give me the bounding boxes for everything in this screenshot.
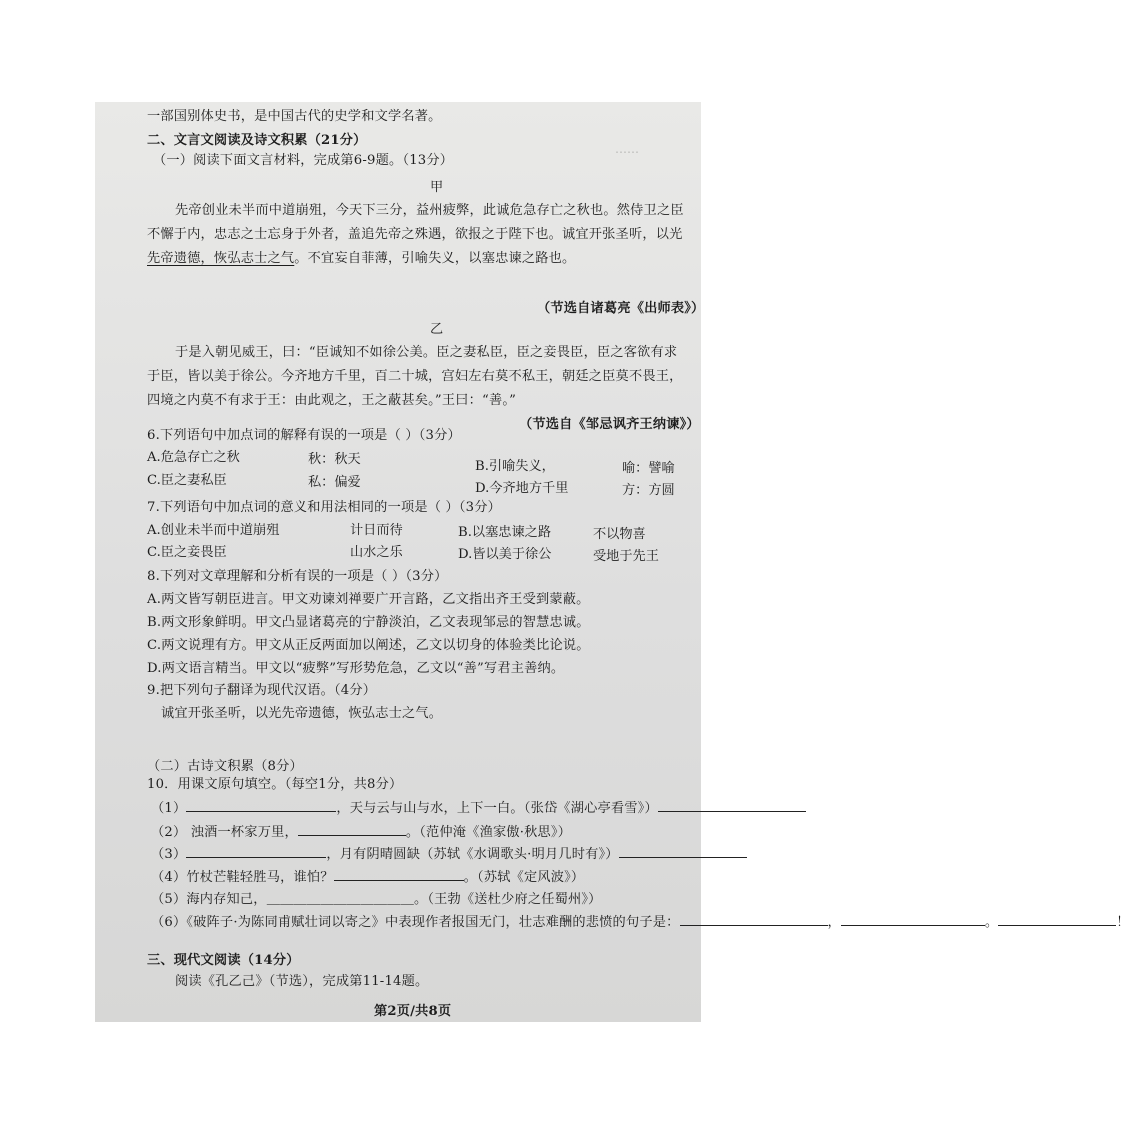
- answer-blank[interactable]: [298, 823, 406, 836]
- q6-option-d-meaning: 方：方圆: [622, 483, 675, 498]
- answer-blank[interactable]: [841, 913, 985, 926]
- q6-option-c-meaning: 私：偏爱: [308, 475, 361, 490]
- answer-blank[interactable]: [998, 913, 1116, 926]
- part-2-heading: （二）古诗文积累（8分）: [147, 759, 303, 774]
- q6-option-c: C.臣之妻私臣: [147, 473, 227, 488]
- q8-option-a: A.两文皆写朝臣进言。甲文劝谏刘禅要广开言路，乙文指出齐王受到蒙蔽。: [147, 592, 590, 607]
- passage-b-line-1: 于是入朝见威王，曰：“臣诚知不如徐公美。臣之妻私臣，臣之妾畏臣，臣之客欲有求: [175, 345, 678, 360]
- answer-blank[interactable]: [658, 799, 806, 812]
- answer-blank[interactable]: [680, 913, 828, 926]
- answer-blank[interactable]: [334, 868, 464, 881]
- passage-b-source: （节选自《邹忌讽齐王纳谏》）: [519, 417, 700, 432]
- q7-option-b-compare: 不以物喜: [593, 527, 646, 542]
- exam-page: [95, 102, 1130, 1022]
- q8-option-b: B.两文形象鲜明。甲文凸显诸葛亮的宁静淡泊，乙文表现邹忌的智慧忠诚。: [147, 615, 590, 630]
- passage-a-source: （节选自诸葛亮《出师表》）: [537, 301, 705, 316]
- passage-a-label: 甲: [430, 180, 444, 195]
- passage-a-line-1: 先帝创业未半而中道崩殂，今天下三分，益州疲弊，此诚危急存亡之秋也。然侍卫之臣: [175, 203, 684, 218]
- answer-blank[interactable]: [186, 799, 336, 812]
- section-2-heading: 二、文言文阅读及诗文积累（21分）: [147, 133, 367, 148]
- q6-option-a-meaning: 秋：秋天: [308, 452, 361, 467]
- q6-option-b: B.引喻失义，: [475, 459, 555, 474]
- bleed-through-text: ……: [615, 142, 639, 156]
- question-10: 10．用课文原句填空。（每空1分，共8分）: [147, 777, 403, 792]
- passage-b-line-2: 于臣，皆以美于徐公。今齐地方千里，百二十城，宫妇左右莫不私王，朝廷之臣莫不畏王，: [147, 369, 683, 384]
- q10-item-6: （6）《破阵子·为陈同甫赋壮词以寄之》中表现作者报国无门，壮志难酬的悲愤的句子是： ， 。 ！: [151, 915, 1130, 930]
- section-3-instruction: 阅读《孔乙己》（节选），完成第11-14题。: [175, 974, 429, 989]
- question-6: 6.下列语句中加点词的解释有误的一项是（ ）（3分）: [147, 428, 461, 443]
- q10-item-5: （5）海内存知己，＿＿＿＿＿＿＿＿＿＿＿。（王勃《送杜少府之任蜀州》）: [151, 892, 602, 907]
- passage-b-label: 乙: [430, 322, 444, 337]
- q10-item-1: （1） ，天与云与山与水，上下一白。（张岱《湖心亭看雪》）: [151, 799, 806, 817]
- q8-option-c: C.两文说理有方。甲文从正反两面加以阐述，乙文以切身的体验类比论说。: [147, 638, 590, 653]
- q8-option-d: D.两文语言精当。甲文以“疲弊”写形势危急，乙文以“善”写君主善纳。: [147, 661, 565, 676]
- question-7: 7.下列语句中加点词的意义和用法相同的一项是（ ）（3分）: [147, 500, 502, 515]
- question-8: 8.下列对文章理解和分析有误的一项是（ ）（3分）: [147, 569, 448, 584]
- q7-option-a-compare: 计日而待: [350, 523, 403, 538]
- passage-b-line-3: 四境之内莫不有求于王：由此观之，王之蔽甚矣。”王曰：“善。”: [147, 393, 517, 408]
- q6-option-d: D.今齐地方千里: [475, 481, 569, 496]
- q7-option-d-compare: 受地于先王: [593, 549, 659, 564]
- question-9: 9.把下列句子翻译为现代汉语。（4分）: [147, 683, 377, 698]
- passage-a-line-2: 不懈于内，忠志之士忘身于外者，盖追先帝之殊遇，欲报之于陛下也。诚宜开张圣听，以光: [147, 227, 683, 242]
- underlined-sentence-part-1: 先帝遗德，恢弘志士之气: [147, 251, 295, 266]
- q10-item-2: （2） 浊酒一杯家万里， 。（范仲淹《渔家傲·秋思》）: [151, 825, 572, 840]
- q7-option-b: B.以塞忠谏之路: [458, 525, 552, 540]
- answer-blank[interactable]: [186, 845, 326, 858]
- q7-option-d: D.皆以美于徐公: [458, 547, 552, 562]
- answer-blank[interactable]: [619, 845, 747, 858]
- q7-option-c: C.臣之妾畏臣: [147, 545, 227, 560]
- page-number: 第2页/共8页: [374, 1004, 452, 1019]
- part-1-heading: （一）阅读下面文言材料，完成第6-9题。（13分）: [153, 153, 454, 168]
- q10-item-3: （3） ，月有阴晴圆缺（苏轼《水调歌头·明月几时有》）: [151, 845, 747, 863]
- passage-a-line-3: 先帝遗德，恢弘志士之气。不宜妄自菲薄，引喻失义，以塞忠谏之路也。: [147, 251, 576, 266]
- intro-tail: 一部国别体史书，是中国古代的史学和文学名著。: [147, 109, 442, 124]
- q9-sentence: 诚宜开张圣听，以光先帝遗德，恢弘志士之气。: [161, 706, 443, 721]
- q6-option-b-meaning: 喻：譬喻: [622, 461, 675, 476]
- section-3-heading: 三、现代文阅读（14分）: [147, 953, 300, 968]
- q6-option-a: A.危急存亡之秋: [147, 450, 240, 465]
- q7-option-c-compare: 山水之乐: [350, 545, 403, 560]
- q10-item-4: （4）竹杖芒鞋轻胜马，谁怕？ 。（苏轼《定风波》）: [151, 870, 585, 885]
- q7-option-a: A.创业未半而中道崩殂: [147, 523, 280, 538]
